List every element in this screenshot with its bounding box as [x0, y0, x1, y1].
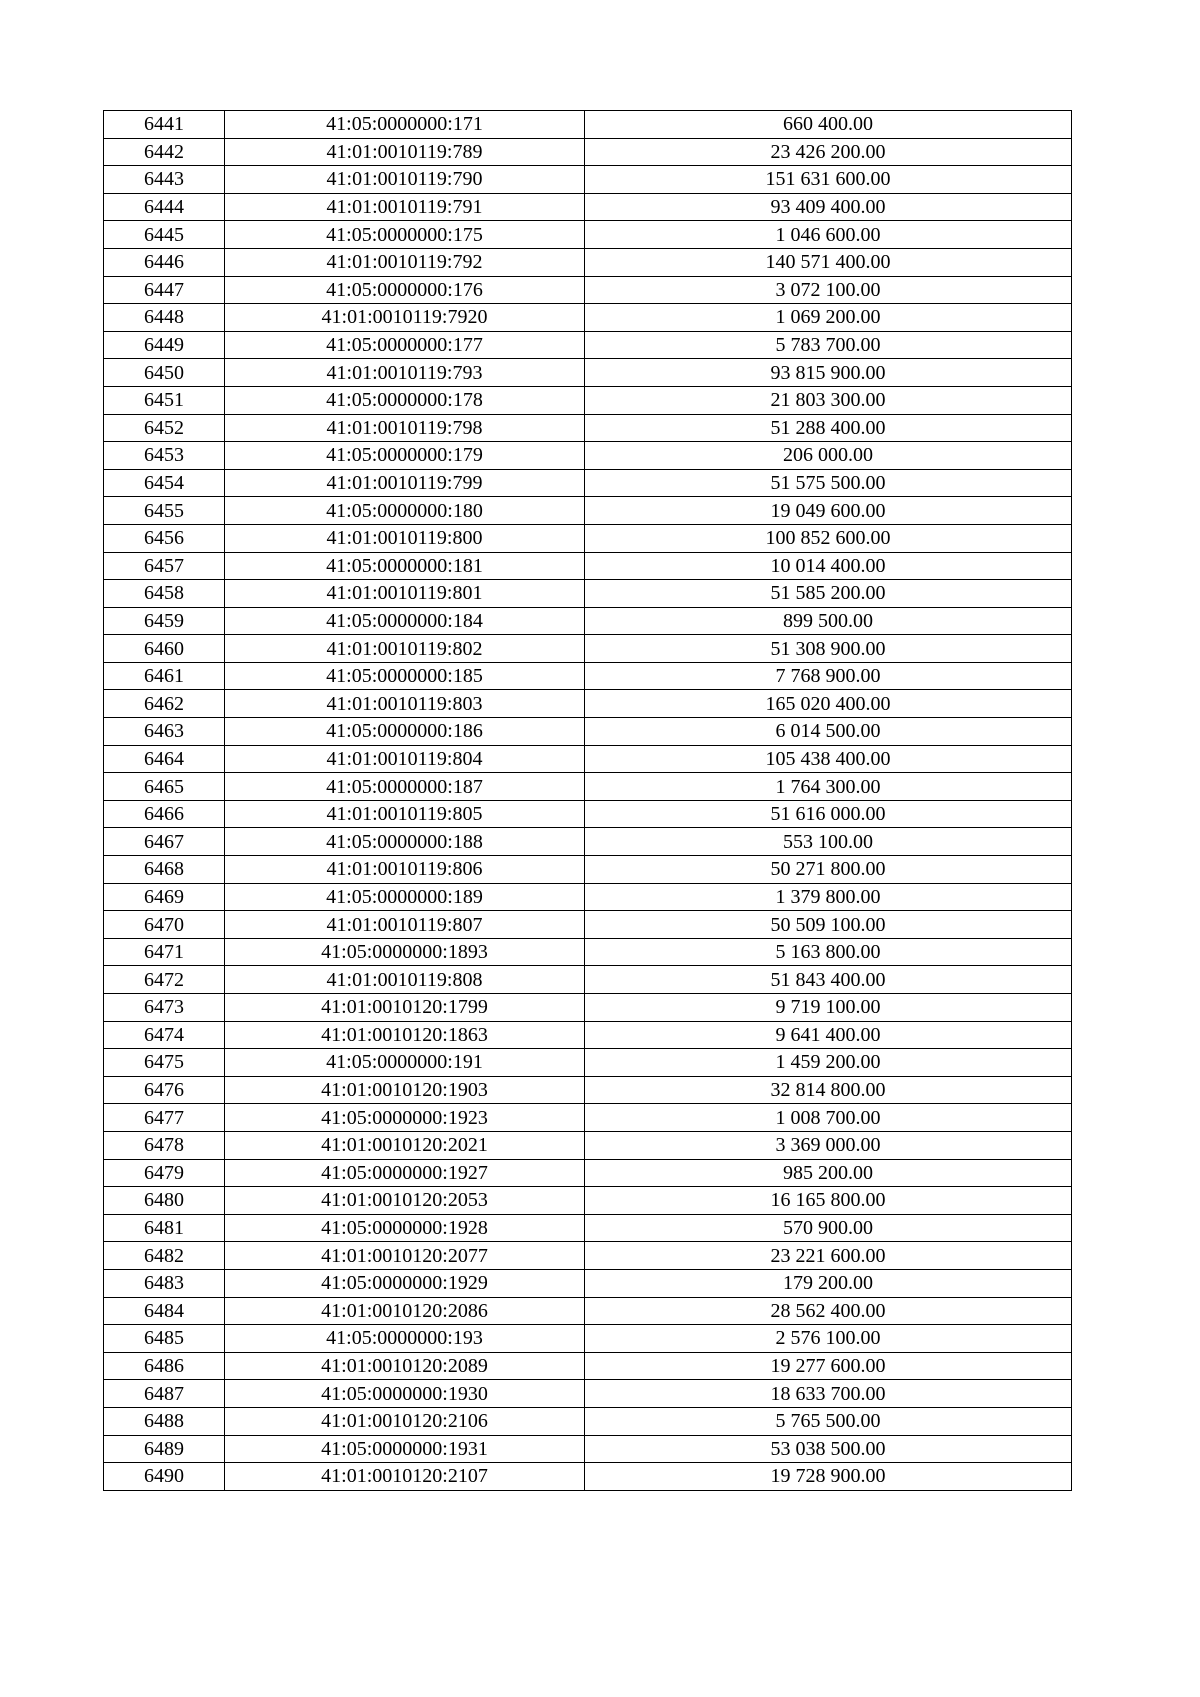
row-number-cell: 6448 — [104, 304, 225, 332]
cadastral-number-cell: 41:01:0010119:799 — [225, 469, 585, 497]
cadastral-value-cell: 206 000.00 — [585, 442, 1072, 470]
cadastral-value-cell: 9 641 400.00 — [585, 1021, 1072, 1049]
row-number-cell: 6451 — [104, 386, 225, 414]
row-number-cell: 6443 — [104, 166, 225, 194]
row-number-cell: 6464 — [104, 745, 225, 773]
row-number-cell: 6459 — [104, 607, 225, 635]
cadastral-value-cell: 51 616 000.00 — [585, 800, 1072, 828]
row-number-cell: 6446 — [104, 248, 225, 276]
table-row — [104, 1131, 1072, 1159]
table-row — [104, 386, 1072, 414]
cadastral-value-cell: 10 014 400.00 — [585, 552, 1072, 580]
row-number-cell: 6460 — [104, 635, 225, 663]
table-row — [104, 331, 1072, 359]
row-number-cell: 6467 — [104, 828, 225, 856]
cadastral-value-cell: 19 049 600.00 — [585, 497, 1072, 525]
table-row — [104, 800, 1072, 828]
cadastral-value-cell: 179 200.00 — [585, 1269, 1072, 1297]
cadastral-number-cell: 41:01:0010120:1903 — [225, 1076, 585, 1104]
cadastral-value-cell: 93 409 400.00 — [585, 193, 1072, 221]
row-number-cell: 6479 — [104, 1159, 225, 1187]
cadastral-value-cell: 19 277 600.00 — [585, 1352, 1072, 1380]
table-row — [104, 607, 1072, 635]
cadastral-value-cell: 553 100.00 — [585, 828, 1072, 856]
cadastral-value-cell: 93 815 900.00 — [585, 359, 1072, 387]
cadastral-number-cell: 41:01:0010119:800 — [225, 524, 585, 552]
row-number-cell: 6441 — [104, 111, 225, 139]
cadastral-number-cell: 41:01:0010119:798 — [225, 414, 585, 442]
cadastral-number-cell: 41:01:0010119:789 — [225, 138, 585, 166]
cadastral-number-cell: 41:01:0010119:802 — [225, 635, 585, 663]
table-row — [104, 304, 1072, 332]
table-row — [104, 745, 1072, 773]
table-row — [104, 276, 1072, 304]
cadastral-number-cell: 41:05:0000000:1923 — [225, 1104, 585, 1132]
row-number-cell: 6454 — [104, 469, 225, 497]
row-number-cell: 6449 — [104, 331, 225, 359]
row-number-cell: 6465 — [104, 773, 225, 801]
cadastral-number-cell: 41:01:0010119:7920 — [225, 304, 585, 332]
cadastral-value-cell: 2 576 100.00 — [585, 1325, 1072, 1353]
row-number-cell: 6455 — [104, 497, 225, 525]
cadastral-value-cell: 151 631 600.00 — [585, 166, 1072, 194]
table-row — [104, 1076, 1072, 1104]
cadastral-number-cell: 41:05:0000000:187 — [225, 773, 585, 801]
cadastral-value-cell: 23 221 600.00 — [585, 1242, 1072, 1270]
cadastral-number-cell: 41:05:0000000:180 — [225, 497, 585, 525]
row-number-cell: 6471 — [104, 938, 225, 966]
row-number-cell: 6475 — [104, 1049, 225, 1077]
table-row — [104, 1407, 1072, 1435]
table-row — [104, 1242, 1072, 1270]
cadastral-number-cell: 41:01:0010119:806 — [225, 856, 585, 884]
row-number-cell: 6477 — [104, 1104, 225, 1132]
cadastral-number-cell: 41:01:0010119:805 — [225, 800, 585, 828]
table-row — [104, 359, 1072, 387]
cadastral-value-cell: 51 585 200.00 — [585, 580, 1072, 608]
table-row — [104, 221, 1072, 249]
cadastral-value-cell: 18 633 700.00 — [585, 1380, 1072, 1408]
cadastral-number-cell: 41:05:0000000:189 — [225, 883, 585, 911]
cadastral-number-cell: 41:05:0000000:1928 — [225, 1214, 585, 1242]
cadastral-number-cell: 41:05:0000000:178 — [225, 386, 585, 414]
table-row — [104, 1352, 1072, 1380]
cadastral-number-cell: 41:05:0000000:1927 — [225, 1159, 585, 1187]
cadastral-value-cell: 28 562 400.00 — [585, 1297, 1072, 1325]
row-number-cell: 6453 — [104, 442, 225, 470]
cadastral-number-cell: 41:05:0000000:191 — [225, 1049, 585, 1077]
cadastral-value-cell: 100 852 600.00 — [585, 524, 1072, 552]
row-number-cell: 6457 — [104, 552, 225, 580]
row-number-cell: 6468 — [104, 856, 225, 884]
cadastral-number-cell: 41:01:0010120:2021 — [225, 1131, 585, 1159]
table-row — [104, 442, 1072, 470]
cadastral-number-cell: 41:01:0010119:801 — [225, 580, 585, 608]
row-number-cell: 6445 — [104, 221, 225, 249]
cadastral-value-cell: 51 308 900.00 — [585, 635, 1072, 663]
cadastral-value-cell: 899 500.00 — [585, 607, 1072, 635]
row-number-cell: 6481 — [104, 1214, 225, 1242]
table-row — [104, 469, 1072, 497]
row-number-cell: 6461 — [104, 662, 225, 690]
cadastral-value-cell: 50 271 800.00 — [585, 856, 1072, 884]
cadastral-value-cell: 985 200.00 — [585, 1159, 1072, 1187]
table-row — [104, 1187, 1072, 1215]
table-row — [104, 911, 1072, 939]
table-body — [104, 111, 1072, 1491]
cadastral-number-cell: 41:05:0000000:1931 — [225, 1435, 585, 1463]
cadastral-value-cell: 6 014 500.00 — [585, 718, 1072, 746]
row-number-cell: 6442 — [104, 138, 225, 166]
row-number-cell: 6456 — [104, 524, 225, 552]
table-row — [104, 883, 1072, 911]
cadastral-value-cell: 19 728 900.00 — [585, 1463, 1072, 1491]
cadastral-number-cell: 41:05:0000000:171 — [225, 111, 585, 139]
row-number-cell: 6452 — [104, 414, 225, 442]
table-row — [104, 524, 1072, 552]
cadastral-value-cell: 1 046 600.00 — [585, 221, 1072, 249]
cadastral-number-cell: 41:01:0010119:790 — [225, 166, 585, 194]
cadastral-number-cell: 41:01:0010120:2106 — [225, 1407, 585, 1435]
table-row — [104, 166, 1072, 194]
table-row — [104, 718, 1072, 746]
cadastral-number-cell: 41:01:0010119:803 — [225, 690, 585, 718]
row-number-cell: 6473 — [104, 994, 225, 1022]
table-row — [104, 248, 1072, 276]
cadastral-value-cell: 50 509 100.00 — [585, 911, 1072, 939]
table-row — [104, 193, 1072, 221]
row-number-cell: 6469 — [104, 883, 225, 911]
cadastral-number-cell: 41:01:0010119:804 — [225, 745, 585, 773]
cadastral-number-cell: 41:05:0000000:181 — [225, 552, 585, 580]
row-number-cell: 6486 — [104, 1352, 225, 1380]
cadastral-value-cell: 165 020 400.00 — [585, 690, 1072, 718]
table-row — [104, 773, 1072, 801]
cadastral-number-cell: 41:05:0000000:188 — [225, 828, 585, 856]
row-number-cell: 6489 — [104, 1435, 225, 1463]
cadastral-number-cell: 41:01:0010119:807 — [225, 911, 585, 939]
cadastral-number-cell: 41:05:0000000:175 — [225, 221, 585, 249]
table-row — [104, 414, 1072, 442]
cadastral-number-cell: 41:01:0010119:793 — [225, 359, 585, 387]
table-row — [104, 828, 1072, 856]
row-number-cell: 6470 — [104, 911, 225, 939]
cadastral-value-cell: 16 165 800.00 — [585, 1187, 1072, 1215]
table-row — [104, 938, 1072, 966]
table-row — [104, 856, 1072, 884]
cadastral-value-cell: 32 814 800.00 — [585, 1076, 1072, 1104]
cadastral-number-cell: 41:05:0000000:193 — [225, 1325, 585, 1353]
table-row — [104, 111, 1072, 139]
cadastral-value-cell: 1 459 200.00 — [585, 1049, 1072, 1077]
table-row — [104, 635, 1072, 663]
table-row — [104, 994, 1072, 1022]
cadastral-number-cell: 41:01:0010120:1799 — [225, 994, 585, 1022]
table-row — [104, 1435, 1072, 1463]
row-number-cell: 6444 — [104, 193, 225, 221]
cadastral-value-cell: 570 900.00 — [585, 1214, 1072, 1242]
row-number-cell: 6480 — [104, 1187, 225, 1215]
row-number-cell: 6484 — [104, 1297, 225, 1325]
cadastral-value-cell: 5 163 800.00 — [585, 938, 1072, 966]
row-number-cell: 6488 — [104, 1407, 225, 1435]
cadastral-number-cell: 41:01:0010120:2086 — [225, 1297, 585, 1325]
cadastral-value-cell: 51 288 400.00 — [585, 414, 1072, 442]
cadastral-number-cell: 41:05:0000000:177 — [225, 331, 585, 359]
table-row — [104, 662, 1072, 690]
table-row — [104, 138, 1072, 166]
cadastral-number-cell: 41:05:0000000:186 — [225, 718, 585, 746]
cadastral-value-cell: 1 764 300.00 — [585, 773, 1072, 801]
cadastral-value-cell: 51 843 400.00 — [585, 966, 1072, 994]
cadastral-value-cell: 1 008 700.00 — [585, 1104, 1072, 1132]
cadastral-value-cell: 23 426 200.00 — [585, 138, 1072, 166]
row-number-cell: 6490 — [104, 1463, 225, 1491]
cadastral-number-cell: 41:01:0010120:2077 — [225, 1242, 585, 1270]
cadastral-number-cell: 41:01:0010120:1863 — [225, 1021, 585, 1049]
table-row — [104, 1463, 1072, 1491]
cadastral-value-cell: 9 719 100.00 — [585, 994, 1072, 1022]
cadastral-value-cell: 1 069 200.00 — [585, 304, 1072, 332]
row-number-cell: 6482 — [104, 1242, 225, 1270]
cadastral-value-cell: 660 400.00 — [585, 111, 1072, 139]
row-number-cell: 6463 — [104, 718, 225, 746]
row-number-cell: 6450 — [104, 359, 225, 387]
cadastral-number-cell: 41:01:0010119:808 — [225, 966, 585, 994]
row-number-cell: 6458 — [104, 580, 225, 608]
table-row — [104, 1269, 1072, 1297]
table-row — [104, 1049, 1072, 1077]
cadastral-value-cell: 3 072 100.00 — [585, 276, 1072, 304]
cadastral-number-cell: 41:01:0010120:2053 — [225, 1187, 585, 1215]
table-row — [104, 966, 1072, 994]
cadastral-number-cell: 41:05:0000000:185 — [225, 662, 585, 690]
row-number-cell: 6487 — [104, 1380, 225, 1408]
row-number-cell: 6474 — [104, 1021, 225, 1049]
cadastral-value-table — [103, 110, 1072, 1491]
cadastral-number-cell: 41:05:0000000:176 — [225, 276, 585, 304]
row-number-cell: 6472 — [104, 966, 225, 994]
row-number-cell: 6466 — [104, 800, 225, 828]
table-row — [104, 1214, 1072, 1242]
cadastral-number-cell: 41:05:0000000:184 — [225, 607, 585, 635]
cadastral-value-cell: 140 571 400.00 — [585, 248, 1072, 276]
cadastral-value-cell: 1 379 800.00 — [585, 883, 1072, 911]
cadastral-number-cell: 41:05:0000000:1930 — [225, 1380, 585, 1408]
cadastral-value-cell: 5 783 700.00 — [585, 331, 1072, 359]
cadastral-value-cell: 7 768 900.00 — [585, 662, 1072, 690]
row-number-cell: 6485 — [104, 1325, 225, 1353]
row-number-cell: 6483 — [104, 1269, 225, 1297]
table-row — [104, 1380, 1072, 1408]
cadastral-value-cell: 21 803 300.00 — [585, 386, 1072, 414]
table-row — [104, 1325, 1072, 1353]
table-row — [104, 1104, 1072, 1132]
cadastral-value-cell: 53 038 500.00 — [585, 1435, 1072, 1463]
cadastral-number-cell: 41:05:0000000:179 — [225, 442, 585, 470]
table-row — [104, 580, 1072, 608]
cadastral-number-cell: 41:01:0010119:791 — [225, 193, 585, 221]
row-number-cell: 6476 — [104, 1076, 225, 1104]
table-row — [104, 1159, 1072, 1187]
cadastral-value-cell: 51 575 500.00 — [585, 469, 1072, 497]
row-number-cell: 6462 — [104, 690, 225, 718]
table-row — [104, 497, 1072, 525]
cadastral-value-cell: 105 438 400.00 — [585, 745, 1072, 773]
cadastral-number-cell: 41:05:0000000:1893 — [225, 938, 585, 966]
table-row — [104, 1021, 1072, 1049]
row-number-cell: 6478 — [104, 1131, 225, 1159]
row-number-cell: 6447 — [104, 276, 225, 304]
table-row — [104, 552, 1072, 580]
cadastral-number-cell: 41:01:0010120:2089 — [225, 1352, 585, 1380]
cadastral-number-cell: 41:05:0000000:1929 — [225, 1269, 585, 1297]
cadastral-value-cell: 5 765 500.00 — [585, 1407, 1072, 1435]
table-row — [104, 690, 1072, 718]
cadastral-number-cell: 41:01:0010119:792 — [225, 248, 585, 276]
cadastral-number-cell: 41:01:0010120:2107 — [225, 1463, 585, 1491]
cadastral-value-cell: 3 369 000.00 — [585, 1131, 1072, 1159]
table-row — [104, 1297, 1072, 1325]
